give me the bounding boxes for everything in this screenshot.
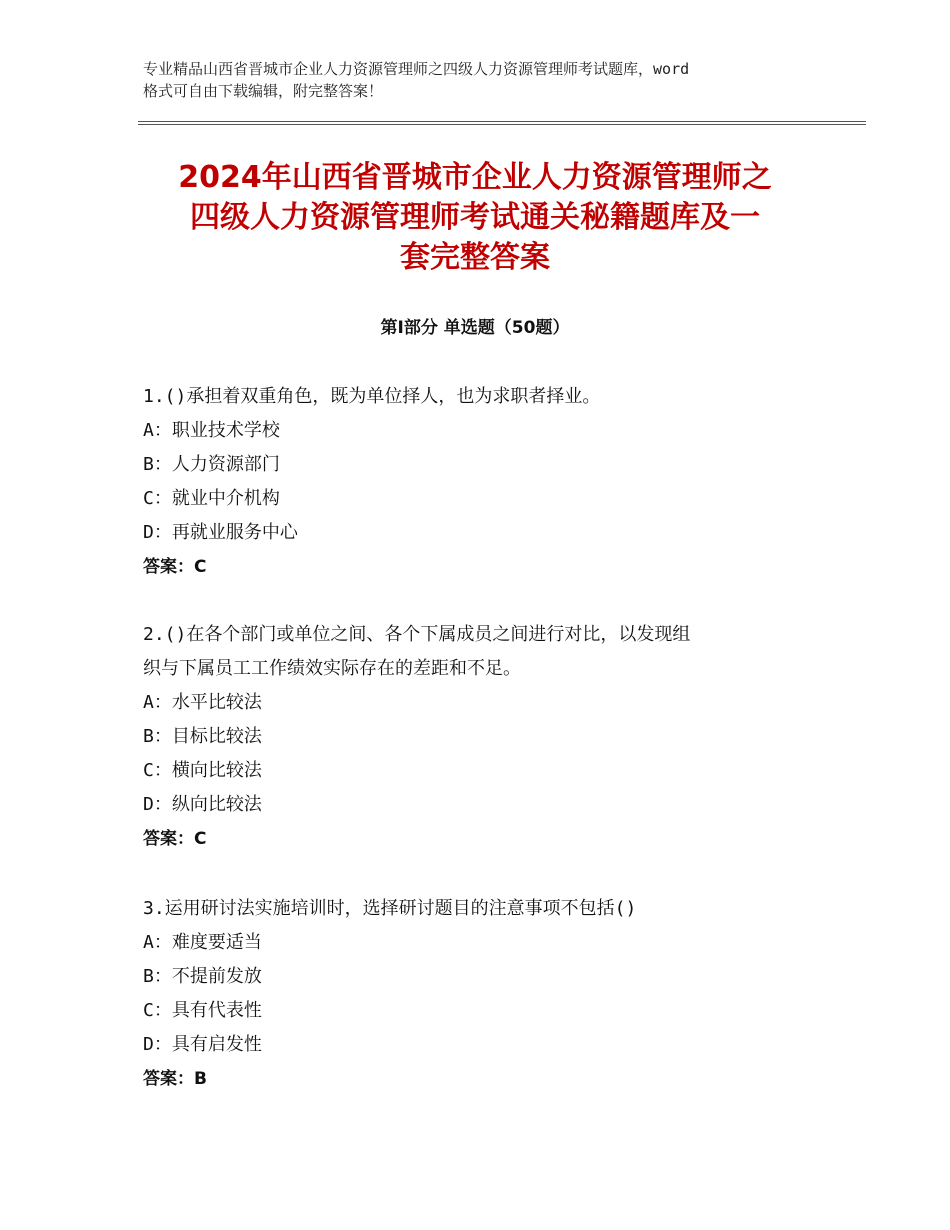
- option-b: B：人力资源部门: [143, 454, 280, 475]
- section-heading: 第Ⅰ部分 单选题（50题）: [380, 318, 570, 338]
- question-stem: 2.()在各个部门或单位之间、各个下属成员之间进行对比，以发现组: [143, 624, 691, 645]
- option-c: C：具有代表性: [143, 1000, 262, 1021]
- option-d: D：具有启发性: [143, 1034, 262, 1055]
- title-line: 2024年山西省晋城市企业人力资源管理师之: [178, 160, 772, 195]
- option-d: D：再就业服务中心: [143, 522, 298, 543]
- header-note-line: 格式可自由下载编辑，附完整答案！: [143, 82, 384, 100]
- question-stem: 1.()承担着双重角色，既为单位择人，也为求职者择业。: [143, 386, 601, 407]
- option-a: A：职业技术学校: [143, 420, 280, 441]
- title-line: 套完整答案: [400, 240, 550, 275]
- option-b: B：不提前发放: [143, 966, 262, 987]
- option-b: B：目标比较法: [143, 726, 262, 747]
- answer-line: 答案：C: [143, 829, 207, 849]
- answer-line: 答案：B: [143, 1069, 207, 1089]
- question-block: [143, 380, 803, 584]
- header-note: [143, 58, 823, 102]
- option-c: C：就业中介机构: [143, 488, 280, 509]
- header-note-line: 专业精品山西省晋城市企业人力资源管理师之四级人力资源管理师考试题库，word: [143, 60, 690, 78]
- question-block: [143, 892, 803, 1096]
- answer-line: 答案：C: [143, 557, 207, 577]
- question-stem: 织与下属员工工作绩效实际存在的差距和不足。: [143, 658, 521, 679]
- option-d: D：纵向比较法: [143, 794, 262, 815]
- option-a: A：难度要适当: [143, 932, 262, 953]
- header-divider: [138, 121, 866, 125]
- option-c: C：横向比较法: [143, 760, 262, 781]
- title-line: 四级人力资源管理师考试通关秘籍题库及一: [190, 200, 760, 235]
- question-stem: 3.运用研讨法实施培训时，选择研讨题目的注意事项不包括(): [143, 898, 637, 919]
- question-block: [143, 618, 803, 856]
- option-a: A：水平比较法: [143, 692, 262, 713]
- document-title: [138, 158, 812, 278]
